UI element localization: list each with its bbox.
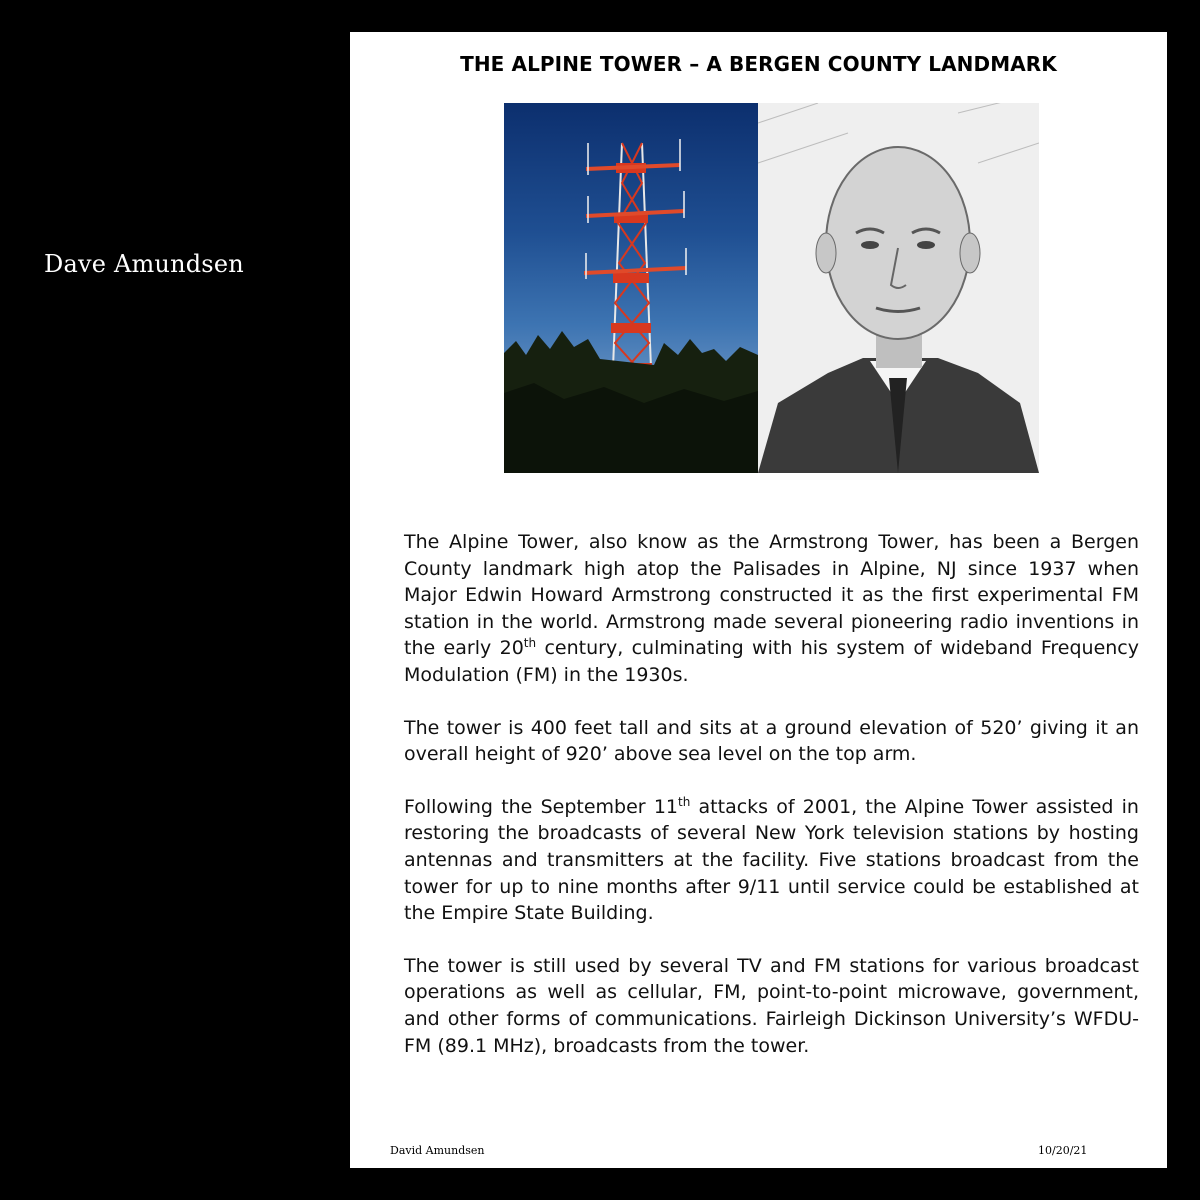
article-body (404, 529, 1139, 1085)
paragraph-2: The tower is 400 feet tall and sits at a ground elevation of 520’ giving it an overall height of 920’ above sea level on the top arm. (404, 716, 1139, 766)
paragraph-1 (404, 529, 1139, 689)
document-title: THE ALPINE TOWER – A BERGEN COUNTY LANDMARK (460, 52, 1057, 76)
photo-pair (504, 103, 1039, 473)
paragraph-3-text-a: Following the September 11 (404, 795, 678, 818)
footer-date: 10/20/21 (1038, 1144, 1088, 1157)
document-page (350, 32, 1167, 1168)
alpine-tower-photo (504, 103, 758, 473)
paragraph-3-sup: th (678, 794, 691, 809)
paragraph-1-sup: th (523, 636, 537, 651)
paragraph-3 (404, 794, 1139, 927)
side-author-label: Dave Amundsen (44, 250, 244, 278)
footer-author: David Amundsen (390, 1144, 485, 1157)
edwin-armstrong-portrait (758, 103, 1039, 473)
paragraph-1-text-b: century, culminating with his system of wideband Frequency Modulation (FM) in the 1930s. (404, 637, 1139, 686)
paragraph-3-text-b: attacks of 2001, the Alpine Tower assisted in restoring the broadcasts of several New York television stations by hosting antennas and transmitters at the facility. Five stations broadcast from the tower for up to nine months after 9/11 until service could be established at the Empire State Building. (404, 795, 1139, 925)
paragraph-1-text-a: The Alpine Tower, also know as the Armstrong Tower, has been a Bergen County landmark high atop the Palisades in Alpine, NJ since 1937 when Major Edwin Howard Armstrong constructed it as the first experimental FM station in the world. Armstrong made several pioneering radio inventions in the early 20 (404, 531, 1139, 660)
paragraph-4: The tower is still used by several TV and FM stations for various broadcast operations as well as cellular, FM, point-to-point microwave, government, and other forms of communications. Fairleigh Dickinson University’s WFDU-FM (89.1 MHz), broadcasts from the tower. (404, 954, 1139, 1057)
